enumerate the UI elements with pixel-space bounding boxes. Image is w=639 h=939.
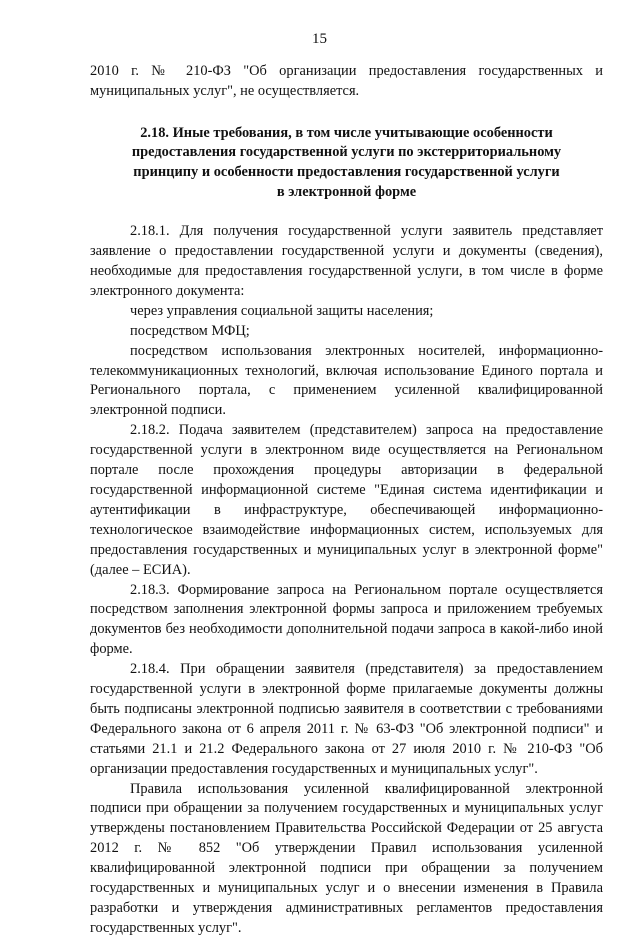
page-number: 15 (312, 31, 327, 47)
paragraph-2-18-4: 2.18.4. При обращении заявителя (представителя) за предоставлением государственной услуги в электронной форме прилагаемые документы должны быть подписаны электронной подписью заявителя в соответствии с требованиями Федерального закона от 6 апреля 2011 г. № 63-ФЗ "Об электронной подписи" и статьями 21.1 и 21.2 Федерального закона от 27 июля 2010 г. № 210-ФЗ "Об организации предоставления государственных и муниципальных услуг". (90, 661, 603, 777)
section-heading: 2.18. Иные требования, в том числе учитывающие особенности предоставления государственной услуги по экстерриториальному принципу и особенности предоставления государственной услуги в электронной форме (131, 124, 562, 200)
document-body (90, 62, 603, 939)
list-item-mfc: посредством МФЦ; (130, 322, 250, 339)
paragraph-2-18-2: 2.18.2. Подача заявителем (представителем) запроса на предоставление государственной услуги в электронном виде осуществляется на Региональном портале после прохождения процедуры авторизации в федеральной государственной информационной системе "Единая система идентификации и аутентификации в инфраструктуре, обеспечивающей информационно-технологическое взаимодействие информационных систем, используемых для предоставления государственных и муниципальных услуг в электронной форме" (далее – ЕСИА). (90, 422, 603, 578)
paragraph-2-18-1: 2.18.1. Для получения государственной услуги заявитель представляет заявление о предоставлении государственной услуги и документы (сведения), необходимые для предоставления государственной услуги, в том числе в форме электронного документа: (90, 223, 603, 299)
list-item-social-protection: через управления социальной защиты населения; (130, 302, 434, 319)
paragraph-signature-rules: Правила использования усиленной квалифицированной электронной подписи при обращении за получением государственных и муниципальных услуг утверждены постановлением Правительства Российской Федерации от 25 августа 2012 г. № 852 "Об утверждении Правил использования усиленной квалифицированной электронной подписи при обращении за получением государственных и муниципальных услуг и о внесении изменения в Правила разработки и утверждения административных регламентов предоставления государственных услуг". (90, 780, 603, 936)
paragraph-2-18-3: 2.18.3. Формирование запроса на Региональном портале осуществляется посредством заполнения электронной формы запроса и приложением требуемых документов без необходимости дополнительной подачи запроса в какой-либо иной форме. (90, 581, 603, 658)
paragraph-continuation: 2010 г. № 210-ФЗ "Об организации предоставления государственных и муниципальных услуг", не осуществляется. (90, 63, 603, 99)
list-item-electronic-media: посредством использования электронных носителей, информационно-телекоммуникационных технологий, включая использование Единого портала и Регионального портала, с применением усиленной квалифицированной электронной подписи. (90, 342, 603, 419)
